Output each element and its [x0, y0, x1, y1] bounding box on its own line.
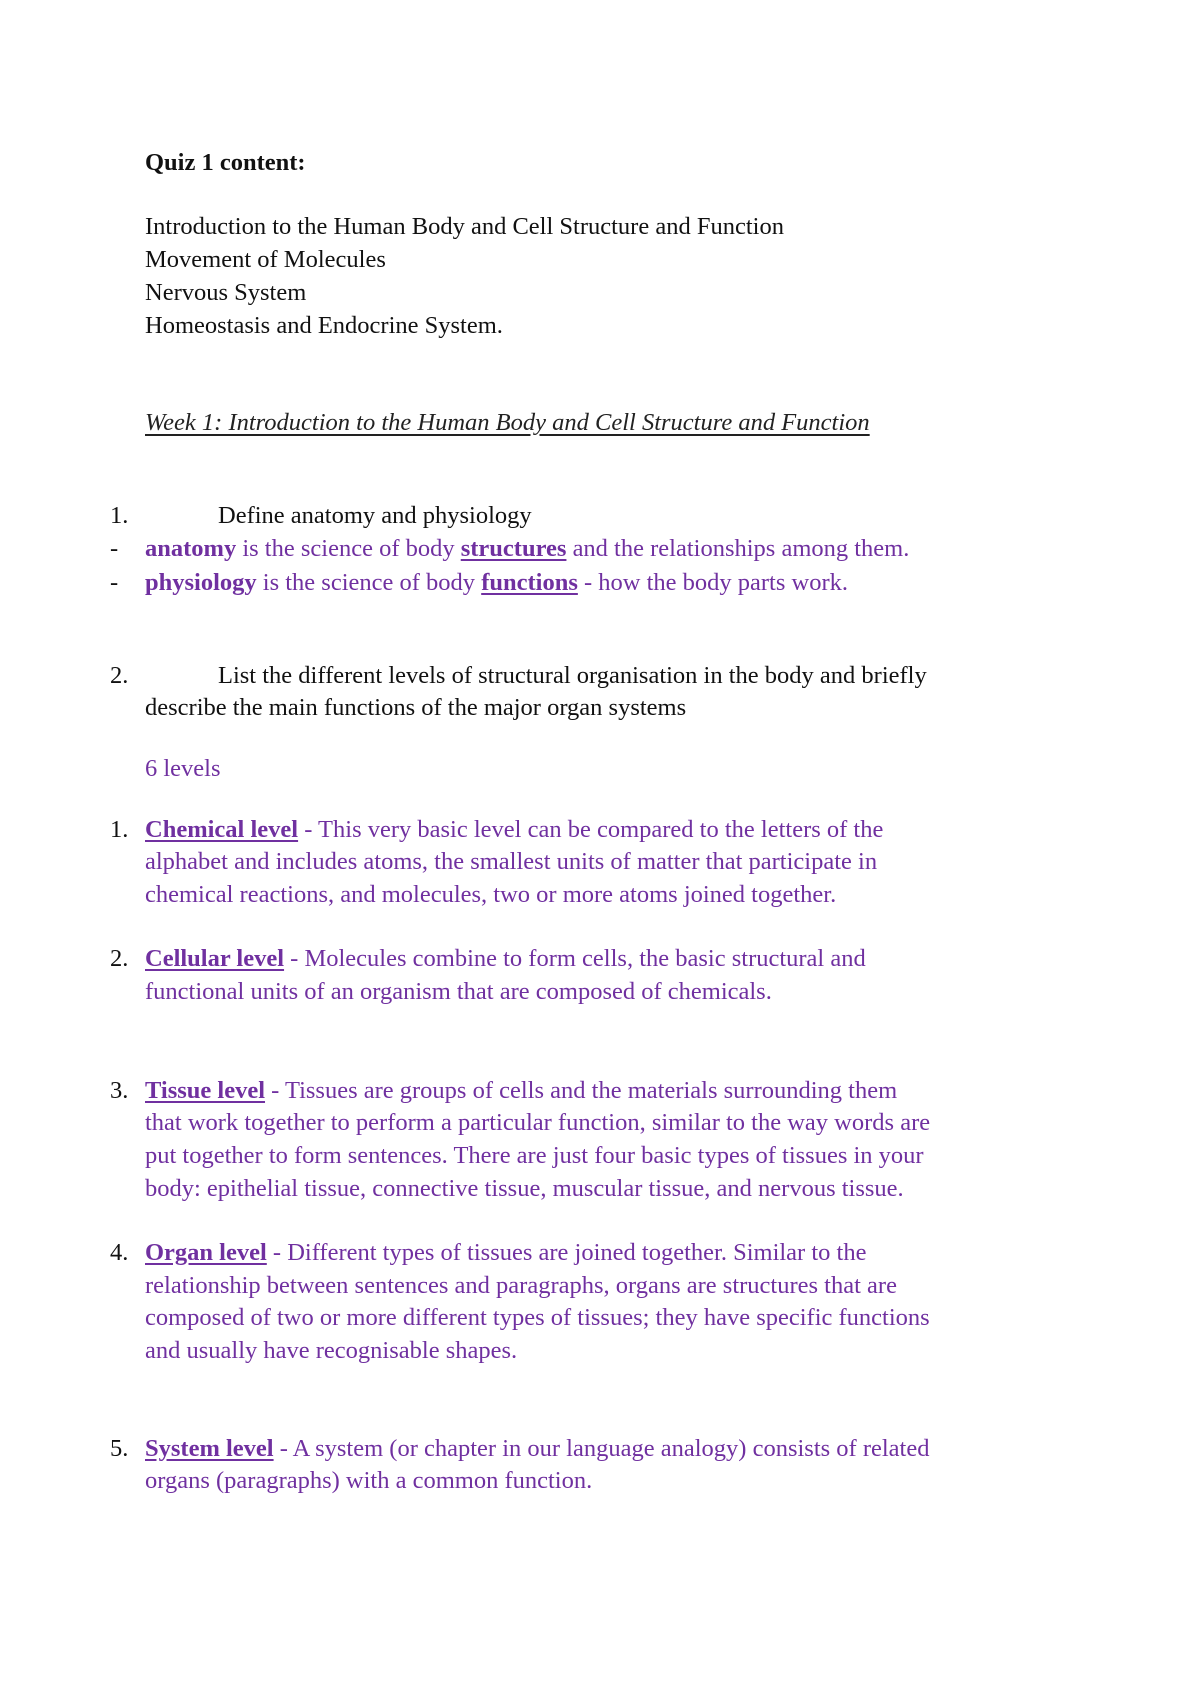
term: anatomy [145, 535, 237, 562]
week-heading: Week 1: Introduction to the Human Body and Cell Structure and Function [145, 409, 870, 436]
level-number: 3. [110, 1077, 129, 1104]
level-text: that work together to perform a particular function, similar to the way words are [145, 1109, 931, 1136]
topic-item: Introduction to the Human Body and Cell Structure and Function [145, 213, 784, 240]
level-item [145, 1433, 929, 1465]
page-title: Quiz 1 content: [145, 149, 306, 176]
definition-anatomy [145, 533, 909, 565]
level-text: body: epithelial tissue, connective tissue, muscular tissue, and nervous tissue. [145, 1175, 904, 1202]
level-term: Chemical level [145, 816, 299, 843]
level-item [145, 1237, 866, 1269]
keyword: structures [460, 535, 567, 562]
level-text: put together to form sentences. There are just four basic types of tissues in your [145, 1142, 924, 1169]
bullet-dash: - [110, 569, 119, 596]
level-text: - A system (or chapter in our language analogy) consists of related [273, 1435, 930, 1462]
text: - how the body parts work. [577, 569, 848, 596]
term: physiology [145, 569, 257, 596]
question-number: 2. [110, 662, 129, 689]
bullet-dash: - [110, 535, 119, 562]
answer-intro: 6 levels [145, 755, 221, 782]
level-text: organs (paragraphs) with a common function. [145, 1467, 593, 1494]
level-term: Cellular level [145, 945, 285, 972]
question-text: Define anatomy and physiology [218, 502, 532, 529]
text: is the science of body [256, 569, 482, 596]
level-item [145, 814, 883, 846]
level-text: - Tissues are groups of cells and the materials surrounding them [265, 1077, 898, 1104]
level-term: Tissue level [145, 1077, 266, 1104]
level-number: 1. [110, 816, 129, 843]
keyword: functions [481, 569, 578, 596]
question-text: List the different levels of structural organisation in the body and briefly [218, 662, 927, 689]
topic-item: Nervous System [145, 279, 307, 306]
topic-item: Homeostasis and Endocrine System. [145, 312, 503, 339]
level-item [145, 943, 866, 975]
level-text: composed of two or more different types of tissues; they have specific functions [145, 1304, 930, 1331]
level-text: - Different types of tissues are joined together. Similar to the [266, 1239, 867, 1266]
level-text: chemical reactions, and molecules, two or more atoms joined together. [145, 881, 837, 908]
question-number: 1. [110, 502, 129, 529]
question-text: describe the main functions of the major organ systems [145, 694, 687, 721]
level-number: 5. [110, 1435, 129, 1462]
level-text: - This very basic level can be compared to the letters of the [298, 816, 884, 843]
definition-physiology [145, 567, 848, 599]
level-item [145, 1075, 897, 1107]
level-text: functional units of an organism that are composed of chemicals. [145, 978, 772, 1005]
level-term: Organ level [145, 1239, 267, 1266]
level-term: System level [145, 1435, 274, 1462]
text: and the relationships among them. [566, 535, 910, 562]
level-text: relationship between sentences and paragraphs, organs are structures that are [145, 1272, 897, 1299]
level-number: 4. [110, 1239, 129, 1266]
level-text: and usually have recognisable shapes. [145, 1337, 518, 1364]
level-text: alphabet and includes atoms, the smallest units of matter that participate in [145, 848, 878, 875]
level-number: 2. [110, 945, 129, 972]
text: is the science of body [236, 535, 461, 562]
level-text: - Molecules combine to form cells, the basic structural and [284, 945, 866, 972]
topic-item: Movement of Molecules [145, 246, 386, 273]
